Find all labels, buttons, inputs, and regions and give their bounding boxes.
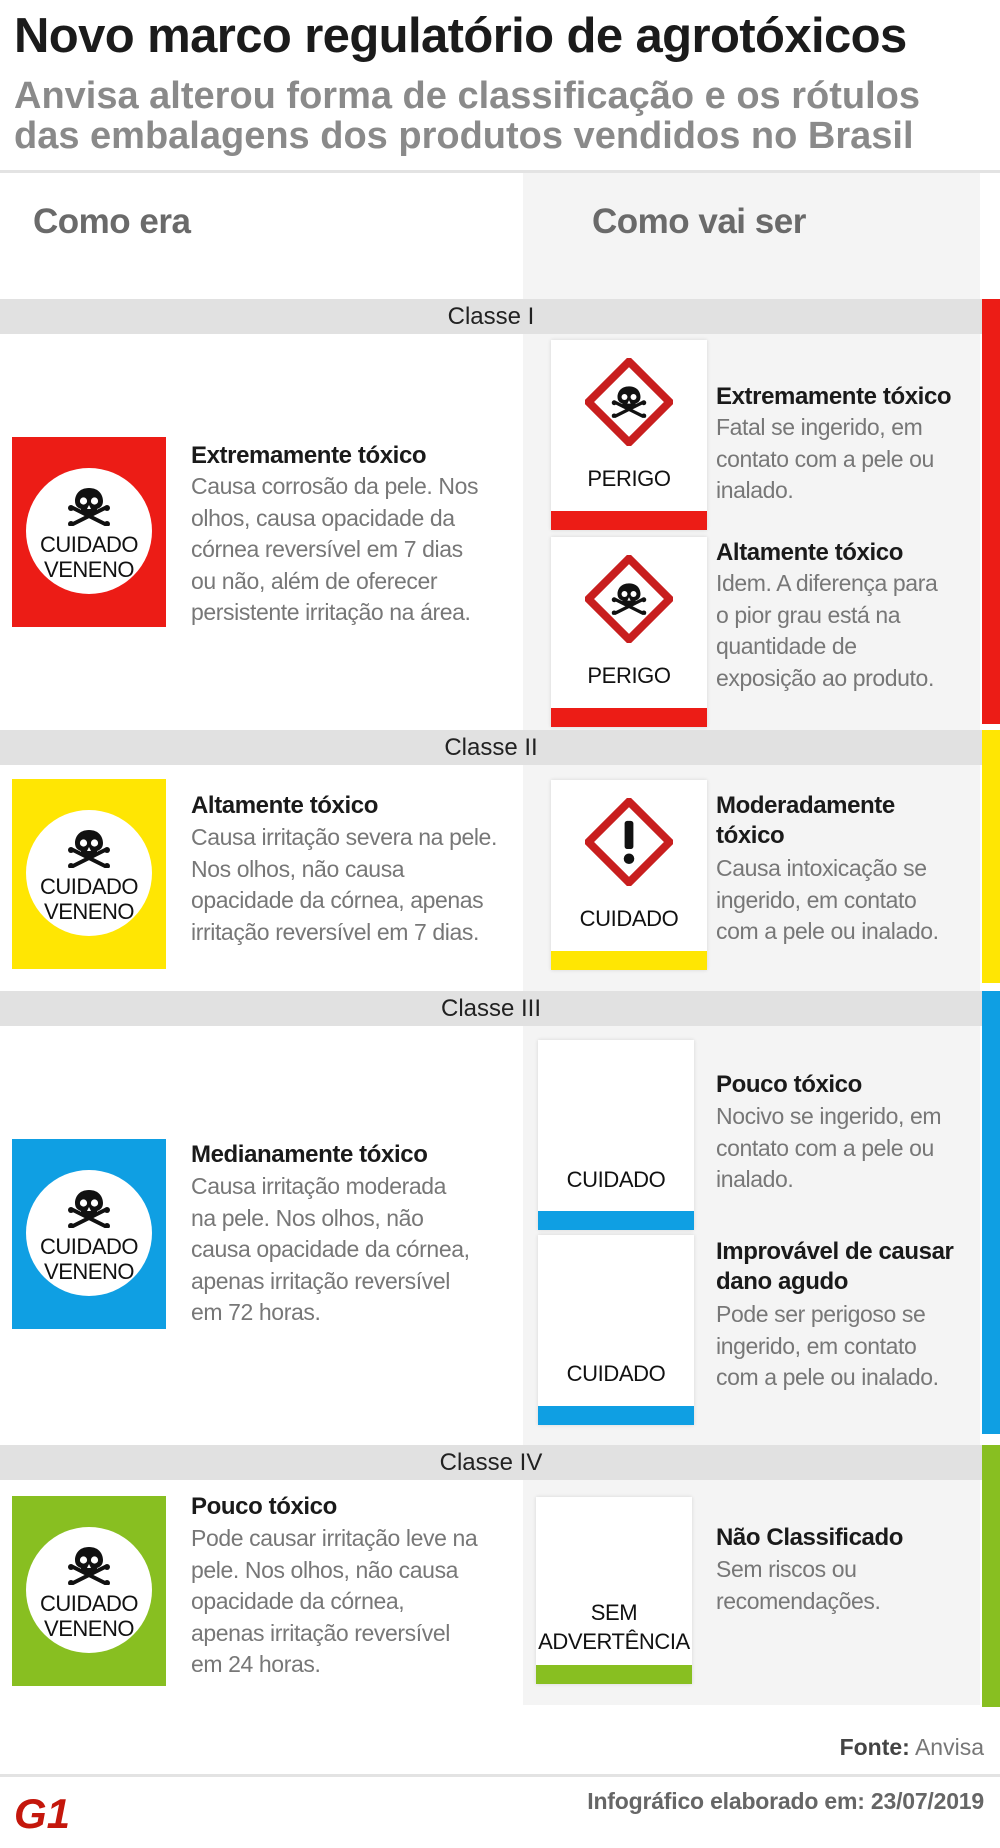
new-label-card-perigo-2: PERIGO [551, 537, 707, 727]
new-title-class-1b: Altamente tóxico [716, 539, 903, 566]
elaboration-date: Infográfico elaborado em: 23/07/2019 [587, 1788, 984, 1814]
footer-divider [0, 1774, 1000, 1777]
class-color-bar-3 [982, 991, 1000, 1434]
class-color-bar-4 [982, 1445, 1000, 1707]
column-header-new: Como vai ser [592, 202, 806, 241]
g1-logo [14, 1790, 76, 1832]
old-title-class-1: Extremamente tóxico [191, 442, 427, 469]
old-description-class-1: Causa corrosão da pele. Nos olhos, causa opacidade da córnea reversível em 7 dias ou não, além de oferecer persistente irritação na área. [191, 473, 479, 625]
old-description-class-3: Causa irritação moderada na pele. Nos olhos, não causa opacidade da córnea, apenas irritação reversível em 72 horas. [191, 1173, 470, 1325]
old-sign-class-1: CUIDADO VENENO [12, 437, 166, 627]
old-description-class-4: Pode causar irritação leve na pele. Nos olhos, não causa opacidade da córnea, apenas irritação reversível em 24 horas. [191, 1525, 478, 1677]
new-description-class-2: Causa intoxicação se ingerido, em contato com a pele ou inalado. [716, 855, 939, 944]
class-color-bar-2 [982, 730, 1000, 983]
new-label-card-cuidado-3a: CUIDADO [538, 1040, 694, 1230]
new-label-card-cuidado-2: CUIDADO [551, 780, 707, 970]
new-label-card-perigo-1: PERIGO [551, 340, 707, 530]
skull-crossbones-icon [26, 828, 152, 868]
page-title: Novo marco regulatório de agrotóxicos [14, 9, 907, 63]
new-title-class-2: Moderadamente tóxico [716, 792, 895, 849]
new-label-card-sem-advertencia: SEM ADVERTÊNCIA [536, 1497, 692, 1684]
old-title-class-4: Pouco tóxico [191, 1493, 337, 1520]
old-description-class-2: Causa irritação severa na pele. Nos olhos, não causa opacidade da córnea, apenas irritação reversível em 7 dias. [191, 824, 497, 945]
class-bar-3: Classe III [0, 991, 982, 1026]
new-description-class-3a: Nocivo se ingerido, em contato com a pele ou inalado. [716, 1103, 942, 1192]
old-title-class-3: Medianamente tóxico [191, 1141, 428, 1168]
new-description-class-4: Sem riscos ou recomendações. [716, 1556, 881, 1614]
new-title-class-3a: Pouco tóxico [716, 1071, 862, 1098]
class-color-bar-1 [982, 299, 1000, 724]
class-bar-4: Classe IV [0, 1445, 982, 1480]
page-subtitle: Anvisa alterou forma de classificação e os rótulos das embalagens dos produtos vendidos no Brasil [14, 75, 920, 157]
old-sign-class-3: CUIDADO VENENO [12, 1139, 166, 1329]
new-title-class-4: Não Classificado [716, 1524, 903, 1551]
new-description-class-1a: Fatal se ingerido, em contato com a pele ou inalado. [716, 414, 934, 503]
skull-crossbones-icon [26, 1545, 152, 1585]
old-title-class-2: Altamente tóxico [191, 792, 378, 819]
new-label-card-cuidado-3b: CUIDADO [538, 1235, 694, 1425]
old-sign-class-4: CUIDADO VENENO [12, 1496, 166, 1686]
new-title-class-3b: Improvável de causar dano agudo [716, 1238, 954, 1295]
new-description-class-3b: Pode ser perigoso se ingerido, em contato com a pele ou inalado. [716, 1301, 939, 1390]
source-note: Fonte: Anvisa [839, 1734, 984, 1760]
new-title-class-1a: Extremamente tóxico [716, 383, 952, 410]
skull-diamond-icon [585, 358, 673, 446]
column-header-old: Como era [33, 202, 191, 241]
class-bar-1: Classe I [0, 299, 982, 334]
exclamation-diamond-icon [585, 798, 673, 886]
old-sign-class-2: CUIDADO VENENO [12, 779, 166, 969]
skull-crossbones-icon [26, 486, 152, 526]
skull-diamond-icon [585, 555, 673, 643]
new-description-class-1b: Idem. A diferença para o pior grau está na quantidade de exposição ao produto. [716, 570, 938, 691]
skull-crossbones-icon [26, 1188, 152, 1228]
class-bar-2: Classe II [0, 730, 982, 765]
svg-text:G1: G1 [14, 1790, 71, 1832]
